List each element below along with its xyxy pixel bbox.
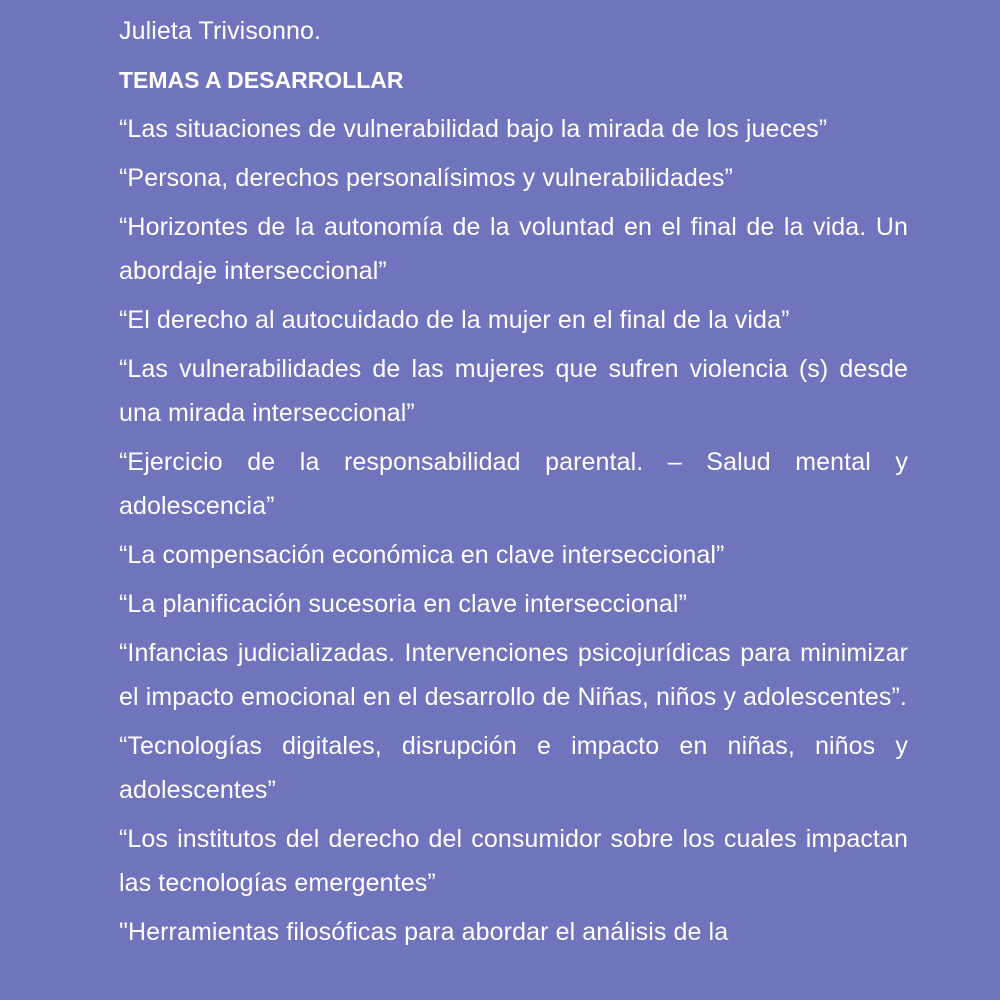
topic-item: “Las vulnerabilidades de las mujeres que sufren violencia (s) desde una mirada interseccional”: [119, 355, 908, 427]
topic-item: “Tecnologías digitales, disrupción e impacto en niñas, niños y adolescentes”: [119, 732, 908, 804]
section-heading: TEMAS A DESARROLLAR: [119, 67, 404, 93]
topic-item: “Ejercicio de la responsabilidad parental. – Salud mental y adolescencia”: [119, 448, 908, 520]
topic-item: “Persona, derechos personalísimos y vulnerabilidades”: [119, 164, 733, 192]
authors-paragraph: Julieta Trivisonno.: [119, 17, 321, 45]
topic-item: “La compensación económica en clave interseccional”: [119, 541, 725, 569]
topic-item: "Herramientas filosóficas para abordar el análisis de la: [119, 918, 729, 946]
topic-item: “La planificación sucesoria en clave interseccional”: [119, 590, 687, 618]
topic-item: “Infancias judicializadas. Intervenciones psicojurídicas para minimizar el impacto emocional en el desarrollo de Niñas, niños y adolescentes”.: [119, 639, 908, 711]
topic-item: “El derecho al autocuidado de la mujer en el final de la vida”: [119, 306, 790, 334]
document-body: [119, 0, 908, 959]
topic-item: “Los institutos del derecho del consumidor sobre los cuales impactan las tecnologías emergentes”: [119, 825, 908, 897]
topic-item: “Horizontes de la autonomía de la voluntad en el final de la vida. Un abordaje interseccional”: [119, 213, 908, 285]
topic-item: “Las situaciones de vulnerabilidad bajo la mirada de los jueces”: [119, 115, 828, 143]
